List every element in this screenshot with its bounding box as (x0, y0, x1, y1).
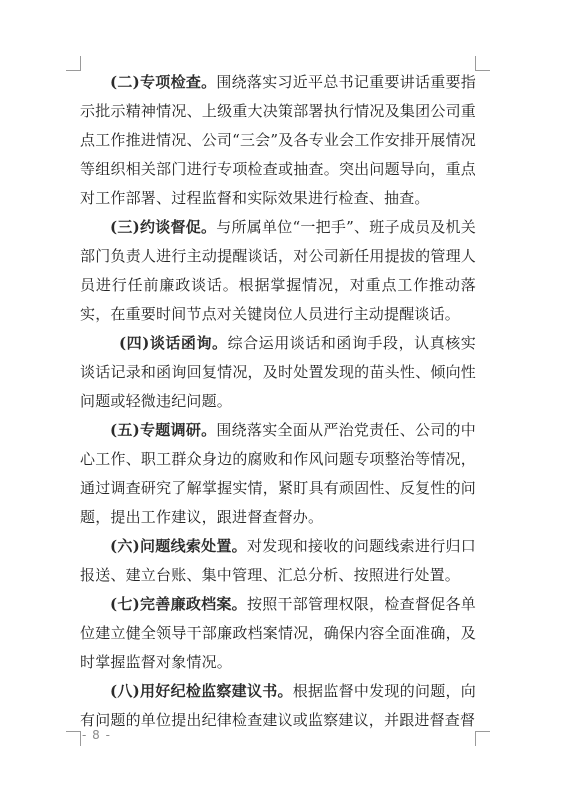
paragraph-text: 综合运用谈话和函询手段，认真核实谈话记录和函询回复情况，及时处置发现的苗头性、倾向性问题或轻微违纪问题。 (80, 334, 476, 410)
paragraph-text: 对发现和接收的问题线索进行归口报送、建立台账、集中管理、汇总分析、按照进行处置。 (80, 537, 476, 584)
paragraph-text: 围绕落实习近平总书记重要讲话重要指示批示精神情况、上级重大决策部署执行情况及集团公司重点工作推进情况、公司“三会”及各专业会工作安排开展情况等组织相关部门进行专项检查或抽查。突出问题导向，重点对工作部署、过程监督和实际效果进行检查、抽查。 (80, 73, 477, 207)
crop-mark-top-right (475, 56, 490, 71)
paragraph-heading: (三)约谈督促。 (110, 218, 217, 236)
paragraph-text: 根据监督中发现的问题，向有问题的单位提出纪律检查建议或监察建议，并跟进督查督 (80, 682, 477, 729)
paragraph-clue-handling (80, 532, 476, 590)
paragraph-heading: (七)完善廉政档案。 (110, 595, 247, 613)
paragraph-heading: (二)专项检查。 (110, 73, 217, 91)
paragraph-text: 按照干部管理权限，检查督促各单位建立健全领导干部廉政档案情况，确保内容全面准确，及时掌握监督对象情况。 (80, 595, 476, 671)
crop-mark-bottom-left (66, 731, 81, 746)
paragraph-heading: (四)谈话函询。 (119, 334, 228, 352)
paragraph-supervision-proposal (80, 677, 476, 735)
paragraph-talk-inquiry (80, 329, 476, 416)
crop-mark-bottom-right (475, 731, 490, 746)
page-number: - 8 - (82, 728, 111, 742)
paragraph-text: 围绕落实全面从严治党责任、公司的中心工作、职工群众身边的腐败和作风问题专项整治等情况，通过调查研究了解掌握实情，紧盯具有顽固性、反复性的问题，提出工作建议，跟进督查督办。 (80, 421, 477, 526)
paragraph-integrity-files (80, 590, 476, 677)
paragraph-heading: (五)专题调研。 (110, 421, 217, 439)
paragraph-text: 与所属单位“一把手”、班子成员及机关部门负责人进行主动提醒谈话，对公司新任用提拔的管理人员进行任前廉政谈话。根据掌握情况，对重点工作推动落实，在重要时间节点对关键岗位人员进行主动提醒谈话。 (80, 218, 476, 323)
paragraph-heading: (八)用好纪检监察建议书。 (110, 682, 293, 700)
crop-mark-top-left (66, 56, 81, 71)
paragraph-interview-supervision (80, 213, 476, 329)
document-body (80, 68, 476, 735)
paragraph-special-research (80, 416, 476, 532)
paragraph-heading: (六)问题线索处置。 (110, 537, 247, 555)
paragraph-special-inspection (80, 68, 476, 213)
